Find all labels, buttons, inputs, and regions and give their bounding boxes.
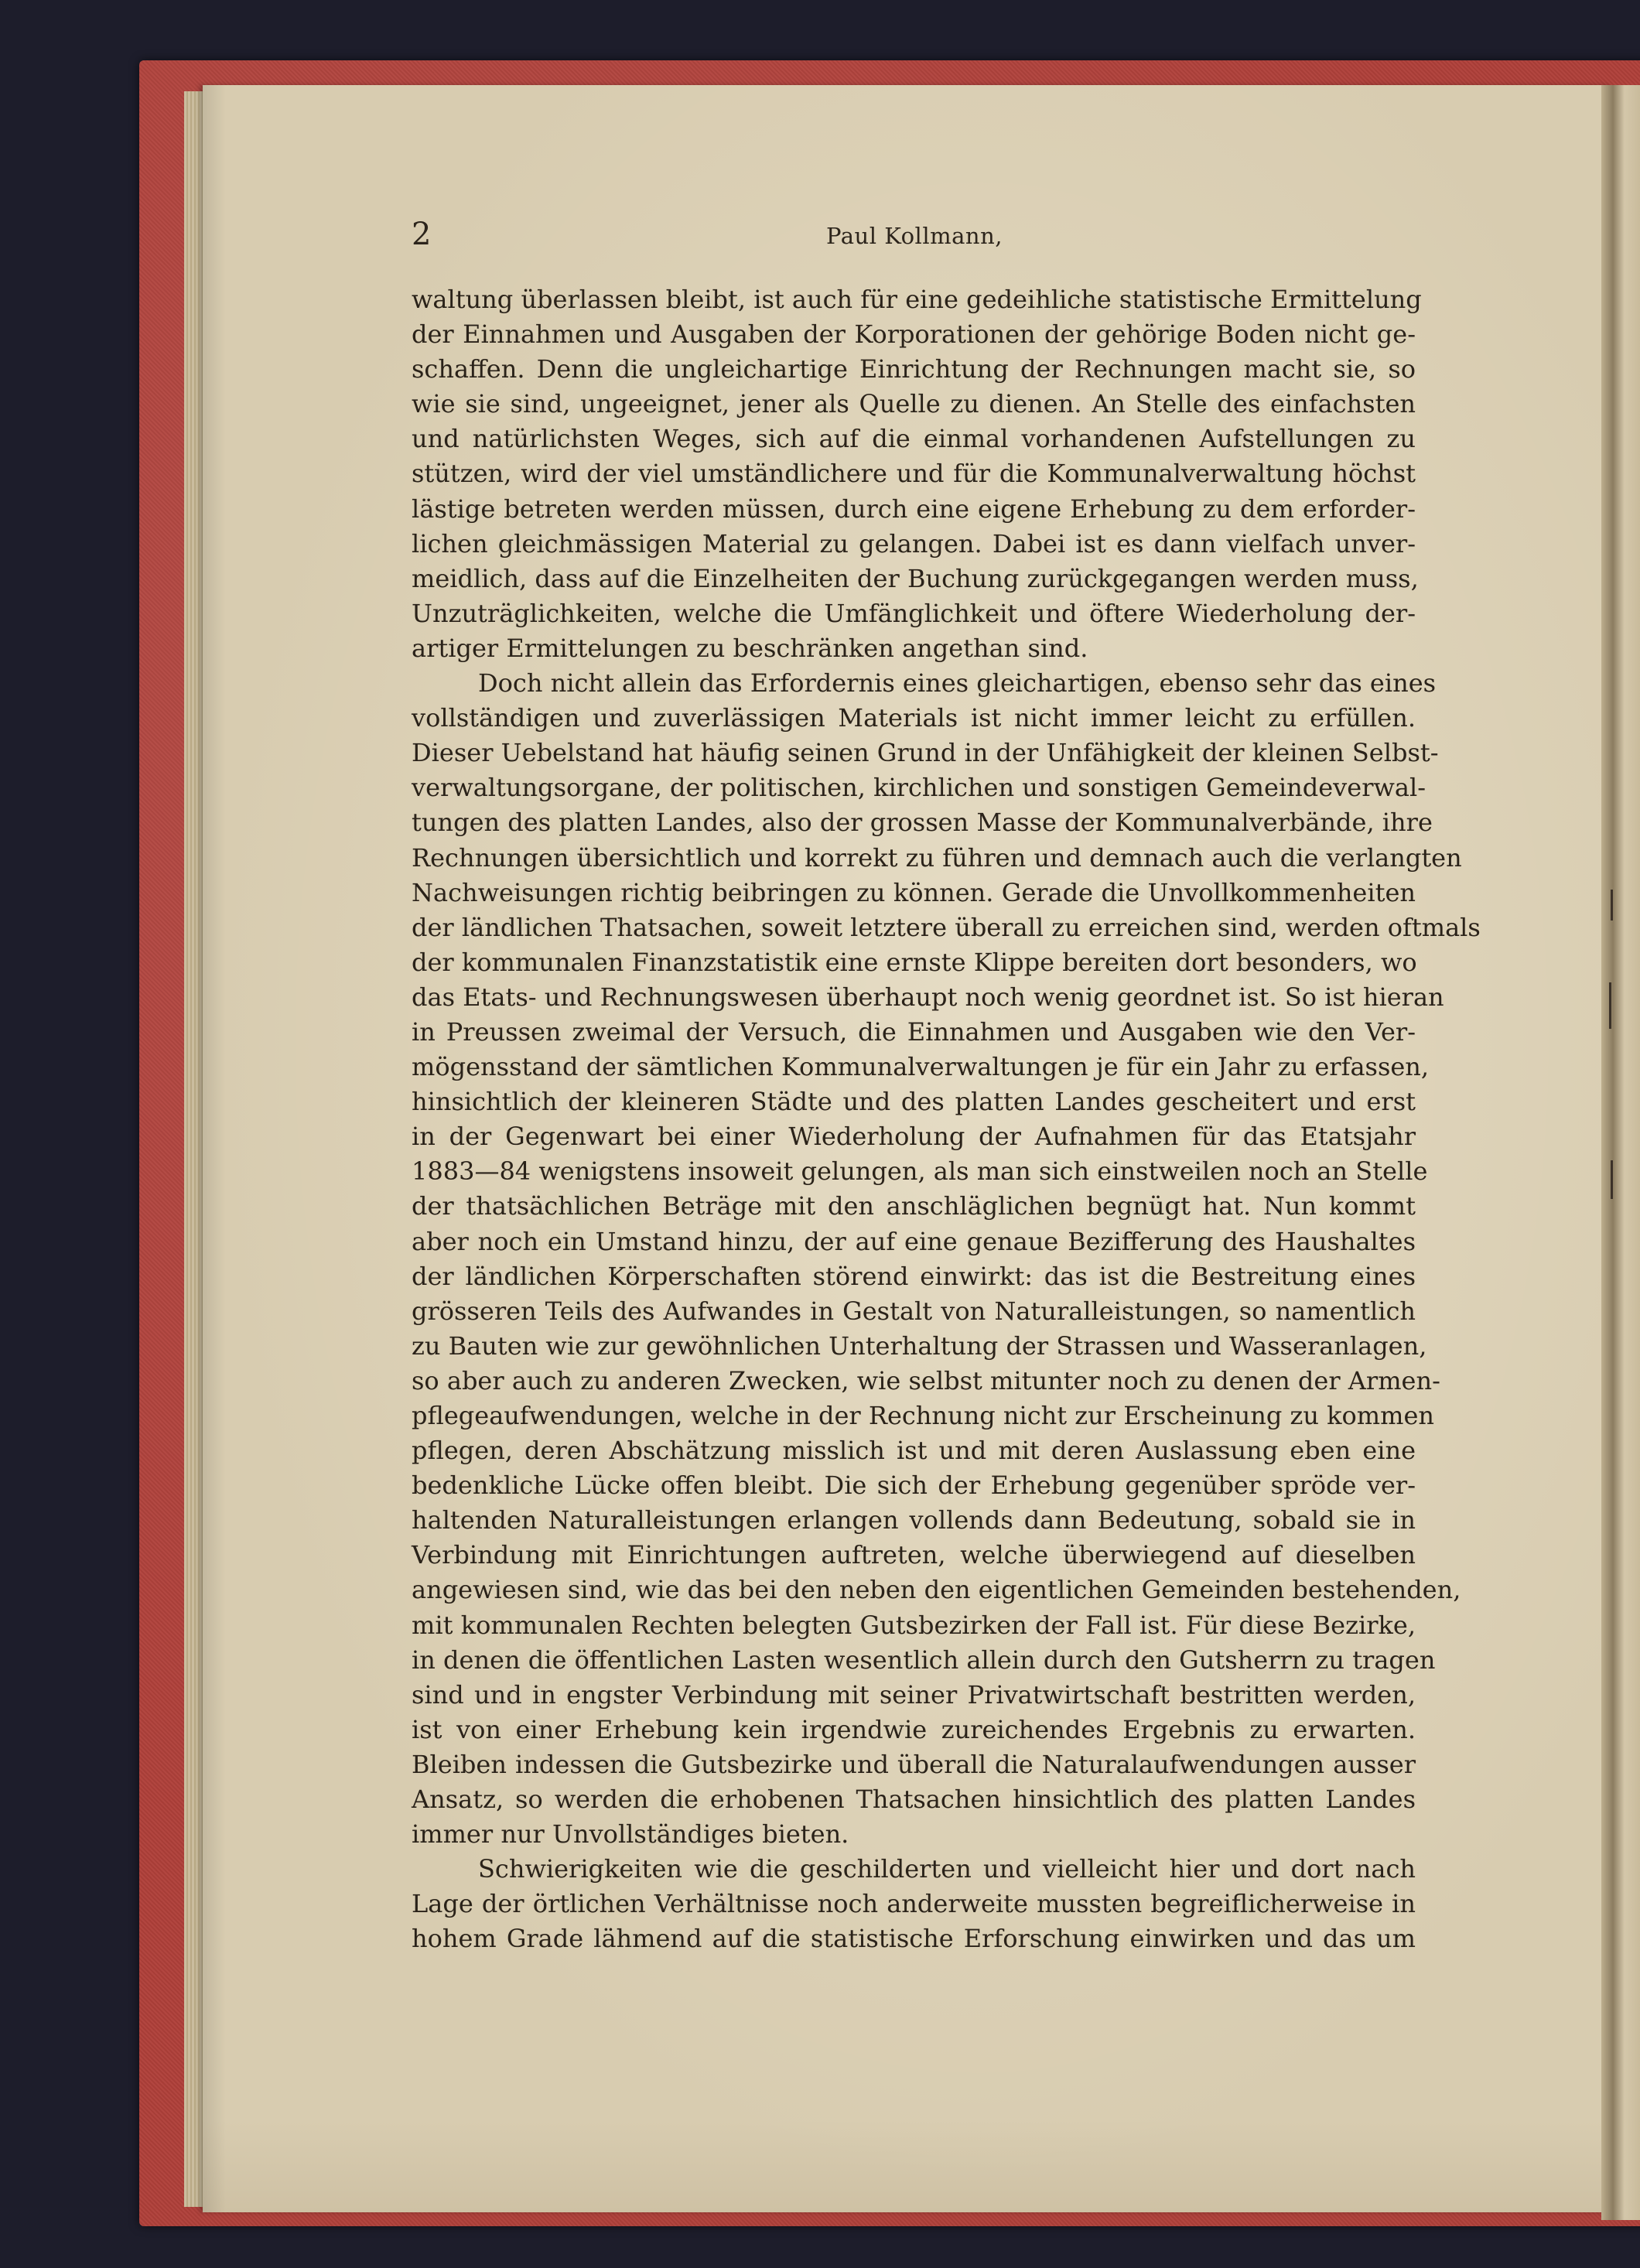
book-gutter bbox=[1601, 85, 1640, 2220]
text-line: bedenkliche Lücke offen bleibt. Die sich der Erhebung gegenüber spröde ver- bbox=[412, 1470, 1416, 1501]
text-line: das Etats- und Rechnungswesen überhaupt noch wenig geordnet ist. So ist hieran bbox=[412, 982, 1444, 1012]
text-line: der ländlichen Thatsachen, soweit letztere überall zu erreichen sind, werden oftmals bbox=[412, 912, 1481, 942]
text-line: in Preussen zweimal der Versuch, die Einnahmen und Ausgaben wie den Ver- bbox=[412, 1016, 1416, 1047]
running-head: Paul Kollmann, bbox=[826, 223, 1003, 249]
text-line: Nachweisungen richtig beibringen zu können. Gerade die Unvollkommenheiten bbox=[412, 877, 1416, 907]
text-line: artiger Ermittelungen zu beschränken angethan sind. bbox=[412, 633, 1088, 663]
margin-mark bbox=[1611, 890, 1613, 921]
page-header bbox=[412, 217, 1417, 263]
text-line: Schwierigkeiten wie die geschilderten und vielleicht hier und dort nach bbox=[478, 1854, 1416, 1884]
text-line: Verbindung mit Einrichtungen auftreten, welche überwiegend auf dieselben bbox=[412, 1540, 1416, 1570]
text-line: 1883—84 wenigstens insoweit gelungen, als man sich einstweilen noch an Stelle bbox=[412, 1156, 1428, 1187]
text-line: zu Bauten wie zur gewöhnlichen Unterhaltung der Strassen und Wasseranlagen, bbox=[412, 1330, 1427, 1361]
text-line: ist von einer Erhebung kein irgendwie zureichendes Ergebnis zu erwarten. bbox=[412, 1714, 1416, 1744]
text-line: tungen des platten Landes, also der grossen Masse der Kommunalverbände, ihre bbox=[412, 808, 1433, 838]
text-line: Dieser Uebelstand hat häufig seinen Grund in der Unfähigkeit der kleinen Selbst- bbox=[412, 738, 1439, 768]
text-line: grösseren Teils des Aufwandes in Gestalt von Naturalleistungen, so namentlich bbox=[412, 1296, 1416, 1326]
text-line: wie sie sind, ungeeignet, jener als Quelle zu dienen. An Stelle des einfachsten bbox=[412, 389, 1416, 419]
text-line: meidlich, dass auf die Einzelheiten der Buchung zurückgegangen werden muss, bbox=[412, 563, 1419, 593]
text-line: der kommunalen Finanzstatistik eine ernste Klippe bereiten dort besonders, wo bbox=[412, 947, 1417, 977]
text-line: pflegeaufwendungen, welche in der Rechnung nicht zur Erscheinung zu kommen bbox=[412, 1401, 1435, 1430]
text-line: stützen, wird der viel umständlichere und für die Kommunalverwaltung höchst bbox=[412, 459, 1416, 489]
text-line: Rechnungen übersichtlich und korrekt zu führen und demnach auch die verlangten bbox=[412, 842, 1462, 873]
text-line: hinsichtlich der kleineren Städte und des platten Landes gescheitert und erst bbox=[412, 1087, 1416, 1117]
body-text bbox=[412, 282, 1481, 1957]
text-line: waltung überlassen bleibt, ist auch für eine gedeihliche statistische Ermittelung bbox=[412, 285, 1422, 314]
text-line: der thatsächlichen Beträge mit den anschläglichen begnügt hat. Nun kommt bbox=[412, 1191, 1416, 1221]
text-line: so aber auch zu anderen Zwecken, wie selbst mitunter noch zu denen der Armen- bbox=[412, 1365, 1440, 1395]
text-line: lästige betreten werden müssen, durch eine eigene Erhebung zu dem erforder- bbox=[412, 494, 1416, 524]
text-line: mit kommunalen Rechten belegten Gutsbezirken der Fall ist. Für diese Bezirke, bbox=[412, 1610, 1416, 1640]
text-line: der Einnahmen und Ausgaben der Korporationen der gehörige Boden nicht ge- bbox=[412, 319, 1416, 350]
margin-mark bbox=[1611, 1160, 1613, 1199]
text-line: und natürlichsten Weges, sich auf die einmal vorhandenen Aufstellungen zu bbox=[412, 424, 1416, 454]
page-number: 2 bbox=[412, 217, 432, 252]
text-line: angewiesen sind, wie das bei den neben den eigentlichen Gemeinden bestehenden, bbox=[412, 1575, 1461, 1605]
text-line: in denen die öffentlichen Lasten wesentlich allein durch den Gutsherrn zu tragen bbox=[412, 1645, 1436, 1675]
text-line: Doch nicht allein das Erfordernis eines gleichartigen, ebenso sehr das eines bbox=[478, 668, 1437, 699]
text-line: schaffen. Denn die ungleichartige Einrichtung der Rechnungen macht sie, so bbox=[412, 354, 1416, 384]
text-line: sind und in engster Verbindung mit seiner Privatwirtschaft bestritten werden, bbox=[412, 1679, 1416, 1710]
text-line: in der Gegenwart bei einer Wiederholung der Aufnahmen für das Etatsjahr bbox=[412, 1122, 1416, 1152]
text-line: pflegen, deren Abschätzung misslich ist und mit deren Auslassung eben eine bbox=[412, 1436, 1416, 1466]
text-line: Lage der örtlichen Verhältnisse noch anderweite mussten begreiflicherweise in bbox=[412, 1889, 1416, 1919]
text-line: Bleiben indessen die Gutsbezirke und überall die Naturalaufwendungen ausser bbox=[412, 1749, 1416, 1779]
text-line: haltenden Naturalleistungen erlangen vollends dann Bedeutung, sobald sie in bbox=[412, 1505, 1416, 1535]
text-line: der ländlichen Körperschaften störend einwirkt: das ist die Bestreitung eines bbox=[412, 1261, 1416, 1291]
text-line: mögensstand der sämtlichen Kommunalverwaltungen je für ein Jahr zu erfassen, bbox=[412, 1052, 1430, 1082]
text-line: immer nur Unvollständiges bieten. bbox=[412, 1819, 849, 1850]
text-line: hohem Grade lähmend auf die statistische Erforschung einwirken und das um bbox=[412, 1924, 1416, 1954]
text-line: Ansatz, so werden die erhobenen Thatsachen hinsichtlich des platten Landes bbox=[412, 1785, 1416, 1815]
margin-mark bbox=[1609, 982, 1611, 1029]
text-line: aber noch ein Umstand hinzu, der auf eine genaue Bezifferung des Haushaltes bbox=[412, 1226, 1416, 1256]
text-line: Unzuträglichkeiten, welche die Umfänglichkeit und öftere Wiederholung der- bbox=[412, 598, 1416, 628]
page-edges bbox=[184, 91, 203, 2207]
text-line: verwaltungsorgane, der politischen, kirchlichen und sonstigen Gemeindeverwal- bbox=[412, 773, 1426, 803]
text-line: vollständigen und zuverlässigen Materials ist nicht immer leicht zu erfüllen. bbox=[412, 703, 1416, 733]
text-line: lichen gleichmässigen Material zu gelangen. Dabei ist es dann vielfach unver- bbox=[412, 528, 1416, 558]
